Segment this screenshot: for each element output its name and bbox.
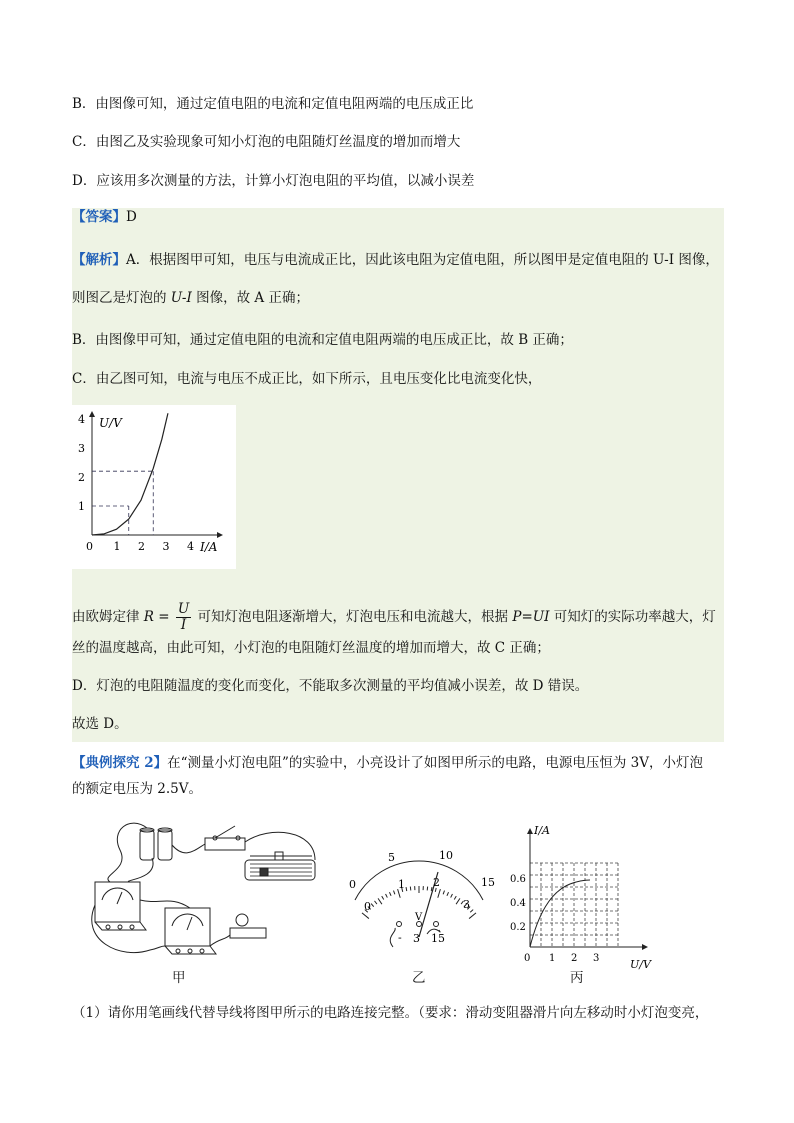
outer-scale-10: 10 (439, 849, 453, 862)
dial-tick (456, 898, 460, 904)
analysis-tag: 【解析】 (72, 252, 126, 268)
dial-tick (469, 913, 476, 919)
analysis-line-4: C．由乙图可知，电流与电压不成正比，如下所示，且电压变化比电流变化快， (72, 371, 542, 387)
y-axis-arrow (89, 411, 95, 417)
figure-jia-circuit (90, 820, 330, 970)
dial-tick (362, 913, 369, 919)
bing-x-label: U/V (630, 958, 651, 970)
analysis-text-5b: 可知灯泡电阻逐渐增大，灯泡电压和电流越大，根据 (193, 609, 513, 625)
option-b: B．由图像可知，通过定值电阻的电流和定值电阻两端的电压成正比 (72, 96, 474, 112)
figure-yi-label: 乙 (412, 970, 426, 986)
bing-xtick-1: 1 (549, 953, 556, 964)
dial-tick (378, 898, 382, 904)
analysis-line-2 (72, 288, 309, 308)
inner-scale-0: 0 (364, 900, 371, 913)
x-axis-label: I/A (200, 540, 218, 554)
analysis-text-1: A．根据图甲可知，电压与电流成正比，因此该电阻为定值电阻，所以图甲是定值电阻的 U-I 图像， (126, 252, 719, 268)
x-tick-4: 4 (187, 540, 194, 553)
dial-tick (382, 896, 384, 899)
bing-xtick-2: 2 (571, 953, 578, 964)
dial-tick (389, 892, 391, 896)
bing-ytick-0.6: 0.6 (510, 874, 526, 885)
dial-tick (431, 887, 432, 891)
figure-bing-label: 丙 (570, 970, 584, 986)
fraction-denominator: I (180, 617, 187, 633)
analysis-line-1 (72, 250, 719, 270)
figure-bing-graph (510, 820, 660, 970)
analysis-line-6: 丝的温度越高，由此可知，小灯泡的电阻随灯丝温度的增加而增大，故 C 正确； (72, 640, 550, 656)
battery-cell-1 (140, 830, 154, 860)
lamp-ui-chart (72, 405, 236, 569)
dial-tick (470, 910, 473, 913)
analysis-text-2b: 图像，故 A 正确； (191, 290, 309, 306)
terminal-3: 3 (413, 932, 420, 945)
lamp-curve (92, 413, 168, 535)
lamp-holder (230, 928, 266, 938)
question-1: （1）请你用笔画线代替导线将图甲所示的电路连接完整。（要求：滑动变阻器滑片向左移动时小灯泡变亮， (72, 1005, 709, 1021)
analysis-line-8: 故选 D。 (72, 716, 128, 732)
analysis-text-5c: 可知灯的实际功率越大，灯 (549, 609, 716, 625)
dial-tick (438, 889, 441, 898)
analysis-text-5a: 由欧姆定律 (72, 609, 144, 625)
bing-ytick-0.2: 0.2 (510, 922, 526, 933)
example-line-2: 的额定电压为 2.5V。 (72, 781, 203, 797)
analysis-line-5 (72, 600, 716, 634)
example-text-1: 在“测量小灯泡电阻”的实验中，小亮设计了如图甲所示的电路，电源电压恒为 3V，小灯泡 (167, 755, 704, 771)
dial-tick (393, 891, 394, 895)
y-tick-3: 3 (78, 442, 85, 455)
battery-cell-2 (158, 830, 172, 860)
outer-scale-0: 0 (349, 878, 356, 891)
analysis-line-3: B．由图像甲可知，通过定值电阻的电流和定值电阻两端的电压成正比，故 B 正确； (72, 332, 573, 348)
x-tick-1: 1 (113, 540, 121, 553)
ui-symbol: U-I (170, 290, 192, 306)
outer-scale-15: 15 (481, 876, 495, 889)
x-tick-0: 0 (86, 540, 93, 553)
ohm-fraction (176, 602, 191, 633)
dial-tick (371, 904, 374, 907)
inner-scale-1: 1 (398, 878, 405, 891)
inner-scale-2: 2 (433, 876, 440, 889)
p-symbol: P (512, 609, 522, 625)
lamp-ui-chart-svg (72, 405, 236, 569)
y-axis-label: U/V (99, 416, 122, 430)
dial-tick (447, 892, 449, 896)
dial-tick (406, 887, 407, 891)
bing-xtick-0: 0 (524, 953, 531, 964)
r-symbol: R (143, 609, 154, 625)
y-tick-1: 1 (78, 500, 85, 513)
figure-jia-label: 甲 (172, 970, 186, 986)
y-tick-4: 4 (78, 413, 85, 426)
x-tick-3: 3 (162, 540, 170, 553)
dial-tick (375, 901, 377, 904)
figure-yi-meter (335, 842, 505, 957)
analysis-text-2a: 则图乙是灯泡的 (72, 290, 171, 306)
terminal-minus: - (398, 931, 402, 944)
answer-line (72, 207, 137, 227)
bing-xtick-3: 3 (593, 953, 600, 964)
analysis-line-7: D．灯泡的电阻随温度的变化而变化，不能取多次测量的平均值减小误差，故 D 错误。 (72, 678, 589, 694)
bing-iu-curve (530, 880, 590, 947)
dial-tick (454, 896, 456, 899)
x-axis-arrow (217, 532, 223, 538)
example-tag: 【典例探究 2】 (72, 755, 168, 771)
dial-tick (451, 894, 453, 898)
terminal-15: 15 (431, 932, 445, 945)
equals-sign: = (153, 609, 174, 625)
equals-sign-2: = (521, 609, 533, 625)
bing-ytick-0.4: 0.4 (510, 898, 526, 909)
meter-unit: V (415, 912, 423, 923)
dial-tick (443, 891, 444, 895)
example-line-1 (72, 753, 703, 773)
outer-scale-5: 5 (388, 851, 395, 864)
answer-tag: 【答案】 (72, 209, 126, 225)
ui-product: UI (532, 609, 550, 625)
dial-tick (386, 894, 388, 898)
bing-y-label: I/A (534, 824, 550, 837)
lamp-bulb (236, 914, 248, 926)
option-d: D．应该用多次测量的方法，计算小灯泡电阻的平均值，以减小误差 (72, 173, 475, 189)
answer-value: D (126, 209, 137, 225)
fraction-numerator: U (177, 601, 190, 617)
rheostat (245, 860, 315, 880)
inner-scale-3: 3 (463, 898, 470, 911)
y-tick-2: 2 (78, 471, 85, 484)
option-c: C．由图乙及实验现象可知小灯泡的电阻随灯丝温度的增加而增大 (72, 134, 461, 150)
x-tick-2: 2 (138, 540, 145, 553)
